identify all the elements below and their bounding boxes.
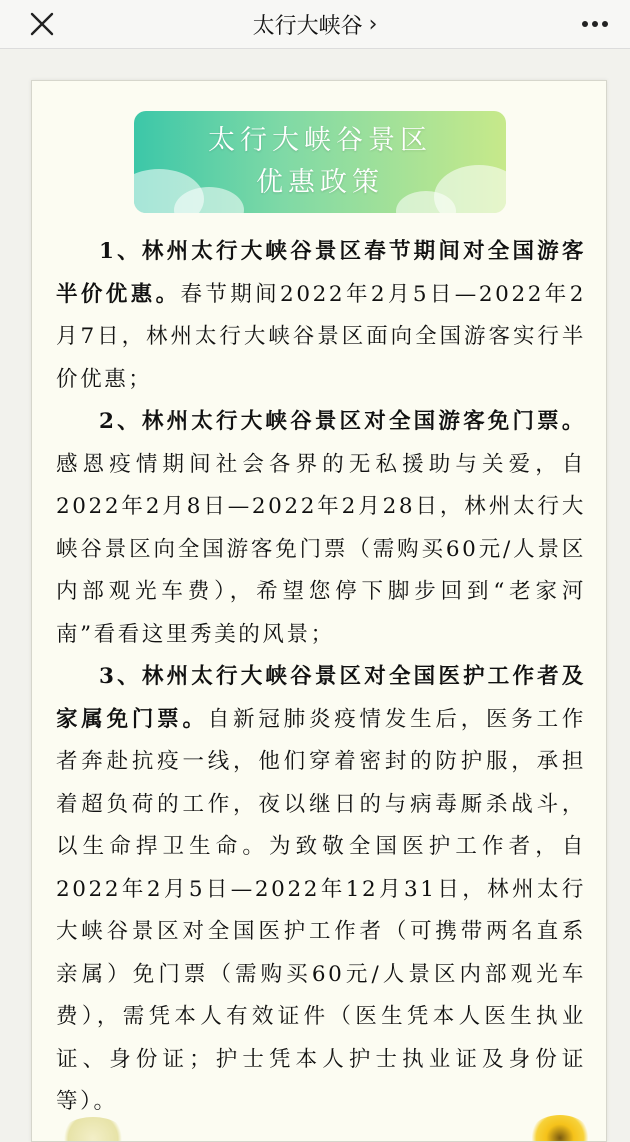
banner-subtitle: 优惠政策 bbox=[256, 167, 384, 198]
policy-heading: 3、林州太行大峡谷景区对全国医护工作者及家属免门票。 bbox=[56, 664, 586, 732]
article-image-card bbox=[31, 80, 607, 1142]
policy-content bbox=[56, 231, 586, 1124]
banner-title: 太行大峡谷景区 bbox=[208, 125, 432, 156]
policy-banner bbox=[134, 111, 506, 213]
policy-item bbox=[56, 231, 586, 401]
policy-body: 感恩疫情期间社会各界的无私援助与关爱，自2022年2月8日—2022年2月28日，林州太行大峡谷景区向全国游客免门票（需购买60元/人景区内部观光车费），希望您停下脚步回到“老家河南”看看这里秀美的风景； bbox=[56, 451, 586, 647]
account-title-button[interactable] bbox=[253, 9, 378, 40]
close-icon[interactable] bbox=[26, 8, 58, 40]
policy-heading: 2、林州太行大峡谷景区对全国游客免门票。 bbox=[99, 409, 586, 434]
chevron-right-icon: › bbox=[368, 11, 378, 37]
policy-body: 自新冠肺炎疫情发生后，医务工作者奔赴抗疫一线，他们穿着密封的防护服，承担着超负荷的工作，夜以继日的与病毒厮杀战斗，以生命捍卫生命。为致敬全国医护工作者，自2022年2月5日—2022年12月31日，林州太行大峡谷景区对全国医护工作者（可携带两名直系亲属）免门票（需购买60元/人景区内部观光车费），需凭本人有效证件（医生凭本人医生执业证、身份证；护士凭本人护士执业证及身份证等）。 bbox=[56, 706, 586, 1114]
top-navigation-bar bbox=[0, 0, 630, 49]
policy-heading: 1、林州太行大峡谷景区春节期间对全国游客半价优惠。 bbox=[56, 239, 586, 307]
policy-body: 春节期间2022年2月5日—2022年2月7日，林州太行大峡谷景区面向全国游客实行半价优惠； bbox=[56, 281, 586, 392]
policy-item bbox=[56, 401, 586, 656]
page-title: 太行大峡谷 bbox=[252, 13, 363, 39]
more-icon[interactable] bbox=[578, 10, 612, 38]
policy-item bbox=[56, 656, 586, 1124]
